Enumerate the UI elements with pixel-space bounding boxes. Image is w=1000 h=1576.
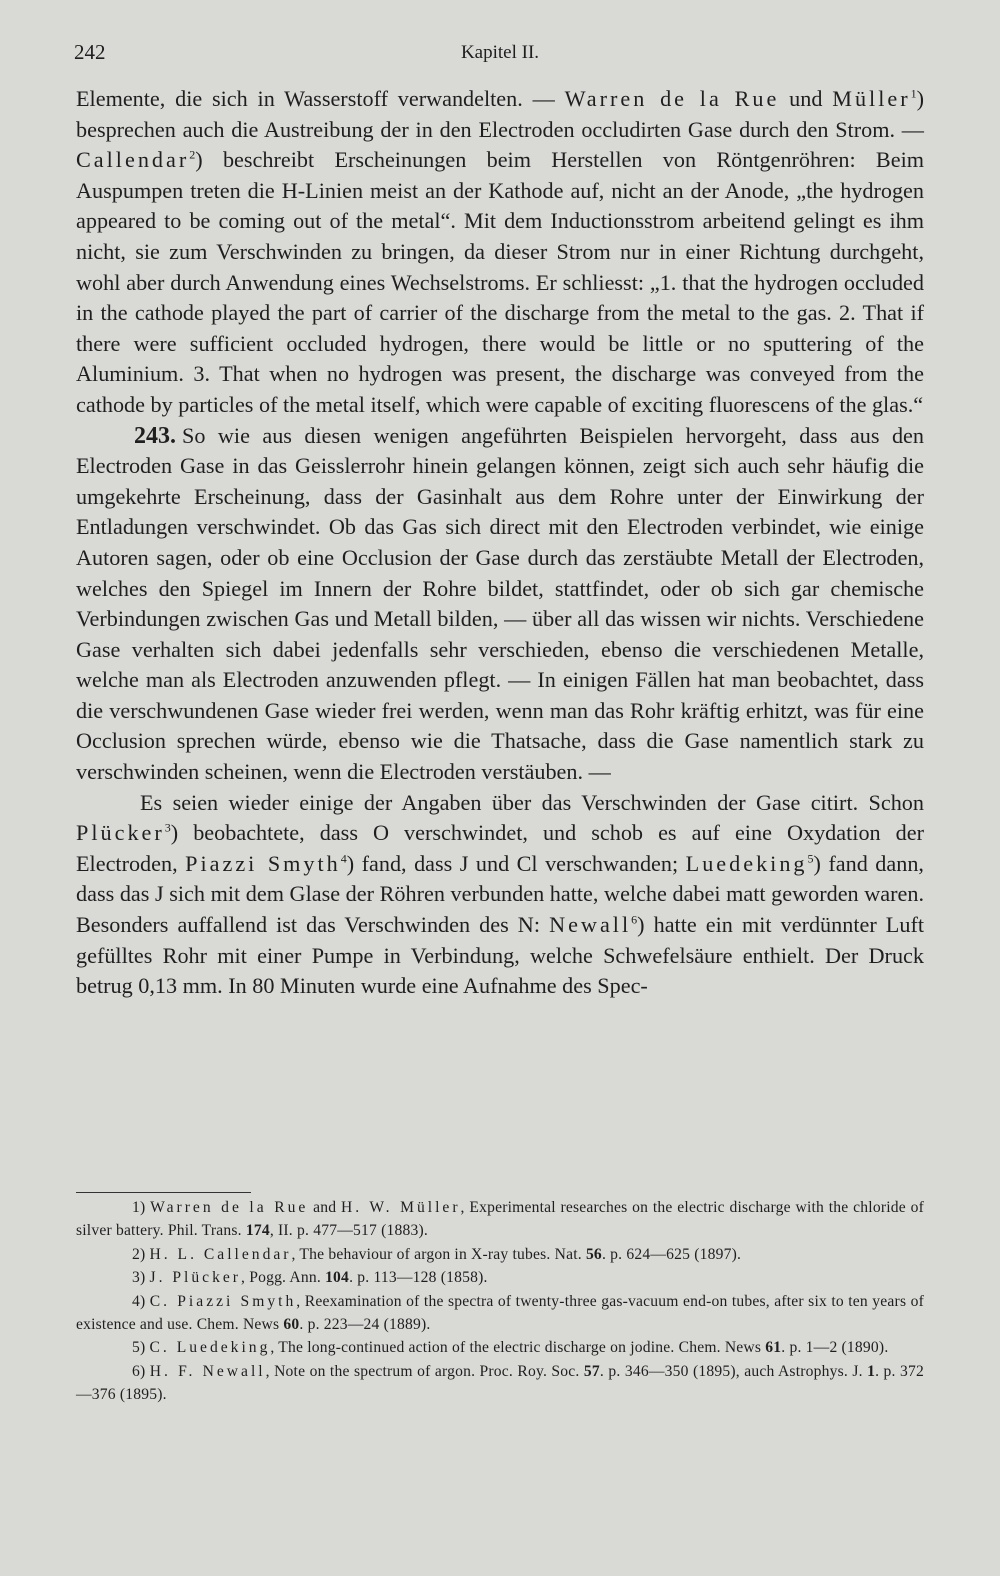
text-run: So wie aus diesen wenigen angeführten Beispielen hervorgeht, dass aus den Electroden Gase in das Geisslerrohr hinein gelangen können, zeigt sich auch sehr häufig die umgekehrte Erscheinung, dass der Gasinhalt aus dem Rohre unter der Einwirkung der Entladungen verschwindet. Ob das Gas sich direct mit den Electroden verbindet, wie einige Autoren sagen, oder ob eine Occlusion der Gase durch das zerstäubte Metall der Electroden, welches den Spiegel im Innern der Rohre bildet, stattfindet, oder ob sich gar chemische Verbindungen zwischen Gas und Metall bilden, — über all das wissen wir nichts. Verschiedene Gase verhalten sich dabei jedenfalls sehr verschieden, ebenso die verschiedenen Metalle, welche man als Electroden anzuwenden pflegt. — In einigen Fällen hat man beobachtet, dass die verschwundenen Gase wieder frei werden, wenn man das Rohr kräftig erhitzt, was für eine Occlusion sprechen würde, ebenso wie die Thatsache, dass die Gase namentlich stark zu verschwinden scheinen, wenn die Electroden verstäuben. —: [76, 422, 924, 785]
author-name: H. W. Müller: [340, 1199, 461, 1216]
citation-text: . p. 624—625 (1897).: [601, 1245, 742, 1263]
paragraph-243: [76, 421, 924, 788]
volume-number: 57: [583, 1362, 600, 1380]
text-run: ) fand, dass J und Cl verschwanden;: [346, 850, 686, 876]
author-name: Piazzi Smyth: [185, 850, 341, 876]
footnote-ref[interactable]: 1: [910, 86, 917, 101]
volume-number: 61: [765, 1339, 782, 1357]
author-name: H. L. Callendar: [149, 1245, 292, 1263]
citation-text: , II. p. 477—517 (1883).: [269, 1222, 428, 1240]
section-number: 243.: [134, 422, 176, 449]
citation-text: . p. 223—24 (1889).: [299, 1316, 431, 1334]
text-run: ) beobachtete, dass O verschwindet, und schob es auf eine Oxydation der Electroden,: [76, 820, 924, 876]
citation-text: , Reexamination of the spectra of twenty-three gas-vacuum end-on tubes, after six to ten years of existence and use. Chem. News: [76, 1292, 924, 1334]
author-name: H. F. Newall: [149, 1362, 266, 1380]
footnote-5: [76, 1336, 924, 1359]
author-name: Plücker: [76, 820, 165, 846]
citation-text: . p. 372—376 (1895).: [76, 1362, 925, 1404]
footnote-3: [76, 1266, 924, 1289]
citation-text: , The long-continued action of the electric discharge on jodine. Chem. News: [270, 1339, 766, 1357]
citation-text: , The behaviour of argon in X-ray tubes. Nat.: [291, 1245, 586, 1263]
text-run: ) besprechen auch die Austreibung der in den Electroden occludirten Gase durch den Strom. —: [76, 86, 924, 142]
footnotes: [76, 1196, 924, 1407]
paragraph-1: [76, 84, 924, 421]
footnote-ref[interactable]: 6: [631, 912, 638, 927]
footnote-mark: 1): [132, 1199, 146, 1216]
footnote-ref[interactable]: 4: [340, 851, 347, 866]
footnote-mark: 5): [132, 1339, 146, 1357]
author-name: Luedeking: [685, 850, 808, 876]
text-run: und: [779, 86, 833, 111]
citation-text: , Pogg. Ann.: [241, 1269, 326, 1287]
footnote-6: [76, 1360, 924, 1407]
author-name: C. Piazzi Smyth: [149, 1292, 297, 1310]
volume-number: 1: [867, 1362, 876, 1380]
footnote-4: [76, 1290, 924, 1337]
text-run: and: [308, 1199, 341, 1216]
footnote-mark: 4): [132, 1292, 146, 1310]
paragraph-3: [76, 788, 924, 1002]
footnote-1: [76, 1196, 924, 1243]
author-name: Newall: [549, 912, 632, 938]
text-run: ) fand dann, dass das J sich mit dem Glase der Röhren verbunden hatte, welche dabei matt geworden waren. Besonders auffallend ist das Verschwinden des N:: [76, 850, 924, 938]
running-title: Kapitel II.: [460, 42, 540, 63]
footnote-ref[interactable]: 2: [189, 147, 196, 162]
citation-text: . p. 346—350 (1895), auch Astrophys. J.: [599, 1362, 868, 1380]
footnote-ref[interactable]: 3: [164, 820, 171, 835]
volume-number: 104: [325, 1269, 350, 1287]
author-name: C. Luedeking: [149, 1339, 271, 1357]
author-name: Callendar: [76, 147, 190, 173]
text-run: ) beschreibt Erscheinungen beim Herstellen von Röntgenröhren: Beim Auspumpen treten die H-Linien meist an der Kathode auf, nicht an der Anode, „the hydrogen appeared to be coming out of the metal“. Mit dem Inductionsstrom arbeitend gelingt es ihm nicht, sie zum Verschwinden zu bringen, da dieser Strom nur in einer Richtung durchgeht, wohl aber durch Anwendung eines Wechselstroms. Er schliesst: „1. that the hydrogen occluded in the cathode played the part of carrier of the discharge from the metal to the gas. 2. That if there were sufficient occluded hydrogen, there would be little or no sputtering of the Aluminium. 3. That when no hydrogen was present, the discharge was conveyed from the cathode by particles of the metal itself, which were capable of exciting fluorescens of the glas.“: [76, 147, 924, 417]
text-run: Es seien wieder einige der Angaben über das Verschwinden der Gase citirt. Schon: [140, 789, 924, 815]
page-number: 242: [74, 40, 106, 64]
volume-number: 60: [283, 1316, 300, 1334]
footnote-mark: 3): [132, 1269, 146, 1287]
footnote-mark: 6): [132, 1362, 146, 1380]
page-header: [74, 40, 926, 70]
citation-text: , Experimental researches on the electric discharge with the chloride of silver battery. Phil. Trans.: [76, 1199, 924, 1240]
citation-text: , Note on the spectrum of argon. Proc. Roy. Soc.: [265, 1362, 584, 1380]
footnote-ref[interactable]: 5: [807, 851, 814, 866]
volume-number: 56: [585, 1245, 602, 1263]
text-run: ) hatte ein mit verdünnter Luft gefülltes Rohr mit einer Pumpe in Verbindung, welche Schwefelsäure enthielt. Der Druck betrug 0,13 mm. In 80 Minuten wurde eine Aufnahme des Spec-: [76, 912, 924, 999]
footnote-2: [76, 1243, 924, 1266]
author-name: Warren de la Rue: [564, 86, 780, 111]
author-name: Warren de la Rue: [150, 1199, 309, 1216]
citation-text: . p. 113—128 (1858).: [349, 1269, 488, 1287]
volume-number: 174: [245, 1222, 270, 1240]
footnote-mark: 2): [132, 1245, 146, 1263]
author-name: Müller: [832, 86, 911, 111]
author-name: J. Plücker: [149, 1269, 241, 1287]
text-run: Elemente, die sich in Wasserstoff verwandelten. —: [76, 86, 565, 111]
footnote-separator: [76, 1192, 251, 1193]
citation-text: . p. 1—2 (1890).: [781, 1339, 889, 1357]
main-text: [76, 84, 924, 1002]
